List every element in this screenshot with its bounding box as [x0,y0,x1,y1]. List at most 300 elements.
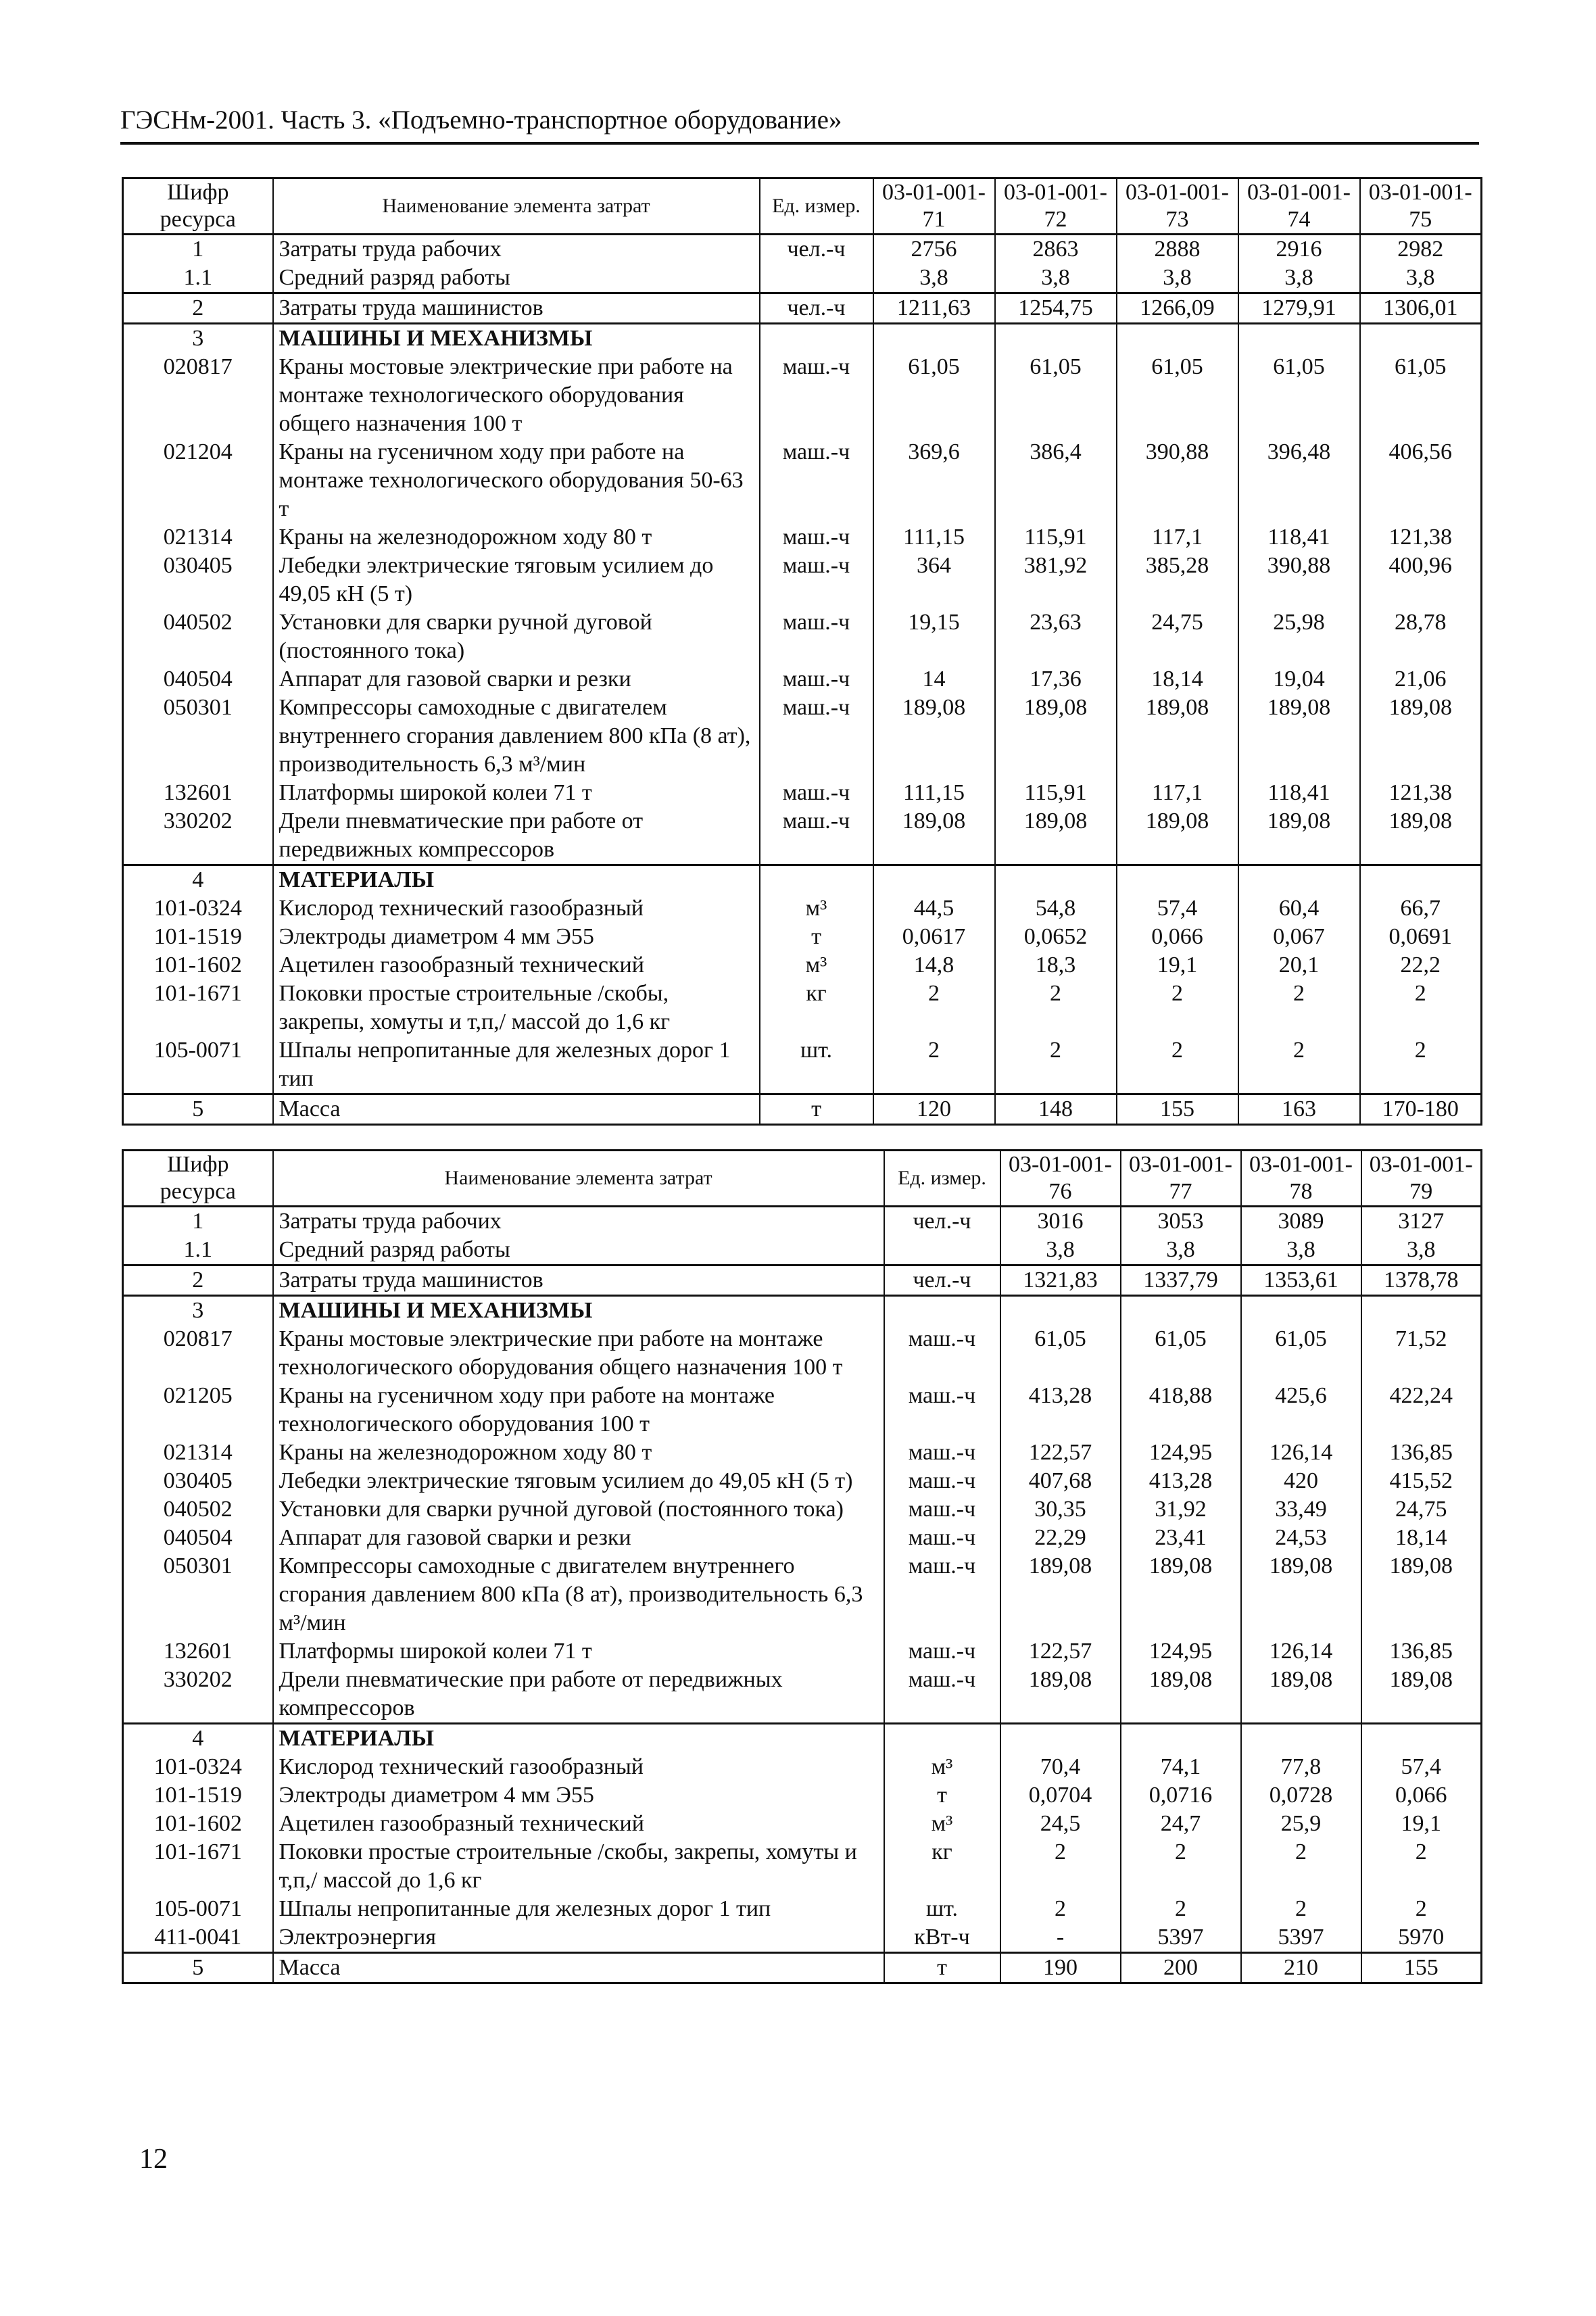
value-cell: 24,5 [1000,1810,1121,1838]
cost-element-name-cell: Шпалы непропитанные для железных дорог 1 тип [273,1036,760,1094]
value-cell: 0,0728 [1241,1781,1361,1810]
value-cell: 2 [1238,980,1360,1036]
resource-code-cell: 2 [123,293,273,324]
value-cell: 2 [1238,1036,1360,1094]
value-cell: 2 [1121,1838,1241,1895]
value-cell: 189,08 [1117,694,1238,779]
cost-element-name-cell: Затраты труда рабочих [273,235,760,264]
table-row [123,438,1482,523]
unit-cell: чел.-ч [884,1207,1000,1236]
cost-element-name-cell: Ацетилен газообразный технический [273,1810,884,1838]
unit-cell [884,1724,1000,1754]
cost-element-name-cell: Краны мостовые электрические при работе на монтаже технологического оборудования общего назначения 100 т [273,1325,884,1382]
value-cell: 44,5 [873,894,995,923]
table-row [123,1207,1482,1236]
table-row [123,608,1482,665]
value-cell: 2 [995,980,1117,1036]
resource-code-cell: 040504 [123,665,273,694]
table-row [123,1467,1482,1495]
value-cell: 0,067 [1238,923,1360,951]
value-cell: 74,1 [1121,1753,1241,1781]
value-cell: 18,3 [995,951,1117,980]
cost-element-name-cell: МАШИНЫ И МЕХАНИЗМЫ [273,1296,884,1326]
value-cell: 189,08 [995,807,1117,865]
resource-code-cell: 020817 [123,353,273,438]
value-cell: 2 [1117,980,1238,1036]
resource-code-cell: 4 [123,1724,273,1754]
section-row [123,1724,1482,1754]
value-cell: 31,92 [1121,1495,1241,1524]
value-cell: 386,4 [995,438,1117,523]
value-cell: 61,05 [1121,1325,1241,1382]
value-cell: 2 [1361,1838,1482,1895]
header-norm-code: 03-01-001-71 [873,178,995,235]
value-cell: 126,14 [1241,1439,1361,1467]
table-row [123,1637,1482,1666]
value-cell: 1211,63 [873,293,995,324]
table-header-row [123,1151,1482,1207]
value-cell: 190 [1000,1953,1121,1983]
unit-cell: маш.-ч [760,694,873,779]
unit-cell: маш.-ч [884,1524,1000,1552]
value-cell: 117,1 [1117,779,1238,807]
value-cell: 24,7 [1121,1810,1241,1838]
table-row [123,1439,1482,1467]
table-row [123,1552,1482,1637]
table-row [123,1265,1482,1296]
cost-element-name-cell: Краны на железнодорожном ходу 80 т [273,523,760,552]
table-row [123,1382,1482,1439]
header-name: Наименование элемента затрат [273,1151,884,1207]
resource-code-cell: 5 [123,1094,273,1125]
table-row [123,293,1482,324]
value-cell: 0,0716 [1121,1781,1241,1810]
value-cell: 2 [1241,1895,1361,1923]
value-cell: 155 [1361,1953,1482,1983]
cost-element-name-cell: Масса [273,1953,884,1983]
value-cell: 5970 [1361,1923,1482,1953]
value-cell: 0,066 [1117,923,1238,951]
unit-cell: маш.-ч [760,779,873,807]
value-cell: 3,8 [1361,1236,1482,1265]
value-cell: 3,8 [873,264,995,293]
value-cell: 3,8 [1241,1236,1361,1265]
resource-code-cell: 132601 [123,779,273,807]
unit-cell: т [760,1094,873,1125]
value-cell: 170-180 [1360,1094,1482,1125]
value-cell [1361,1296,1482,1326]
cost-element-name-cell: МАТЕРИАЛЫ [273,1724,884,1754]
value-cell: 3,8 [995,264,1117,293]
header-code: Шифр ресурса [123,1151,273,1207]
resource-code-cell: 030405 [123,1467,273,1495]
value-cell: 115,91 [995,779,1117,807]
value-cell: 22,2 [1360,951,1482,980]
cost-element-name-cell: Средний разряд работы [273,264,760,293]
unit-cell: кВт-ч [884,1923,1000,1953]
value-cell: 2 [1117,1036,1238,1094]
value-cell: 390,88 [1238,552,1360,608]
cost-element-name-cell: Лебедки электрические тяговым усилием до 49,05 кН (5 т) [273,1467,884,1495]
resource-code-cell: 101-1671 [123,1838,273,1895]
resource-code-cell: 021314 [123,523,273,552]
cost-element-name-cell: Средний разряд работы [273,1236,884,1265]
value-cell: 2888 [1117,235,1238,264]
value-cell: 189,08 [1361,1666,1482,1724]
value-cell: 2982 [1360,235,1482,264]
header-norm-code: 03-01-001-76 [1000,1151,1121,1207]
value-cell: 2756 [873,235,995,264]
resource-code-cell: 101-0324 [123,894,273,923]
value-cell: 3127 [1361,1207,1482,1236]
header-code: Шифр ресурса [123,178,273,235]
resource-code-cell: 050301 [123,694,273,779]
value-cell [995,865,1117,895]
table-row [123,353,1482,438]
cost-element-name-cell: Платформы широкой колеи 71 т [273,1637,884,1666]
value-cell: 400,96 [1360,552,1482,608]
cost-element-name-cell: Лебедки электрические тяговым усилием до 49,05 кН (5 т) [273,552,760,608]
value-cell: 136,85 [1361,1637,1482,1666]
value-cell: 413,28 [1121,1467,1241,1495]
header-norm-code: 03-01-001-73 [1117,178,1238,235]
unit-cell: маш.-ч [884,1467,1000,1495]
resource-code-cell: 101-1519 [123,1781,273,1810]
value-cell: 118,41 [1238,523,1360,552]
unit-cell: маш.-ч [760,608,873,665]
cost-element-name-cell: Установки для сварки ручной дуговой (постоянного тока) [273,1495,884,1524]
value-cell: 61,05 [873,353,995,438]
cost-element-name-cell: Электроэнергия [273,1923,884,1953]
unit-cell [760,264,873,293]
value-cell: 163 [1238,1094,1360,1125]
value-cell: 3,8 [1117,264,1238,293]
value-cell: 3016 [1000,1207,1121,1236]
value-cell: 120 [873,1094,995,1125]
value-cell: 54,8 [995,894,1117,923]
value-cell: 1378,78 [1361,1265,1482,1296]
value-cell: 418,88 [1121,1382,1241,1439]
cost-element-name-cell: Аппарат для газовой сварки и резки [273,665,760,694]
value-cell: 70,4 [1000,1753,1121,1781]
value-cell: 2916 [1238,235,1360,264]
resource-table-1 [122,177,1482,1126]
value-cell: 121,38 [1360,523,1482,552]
value-cell [1000,1296,1121,1326]
value-cell: 22,29 [1000,1524,1121,1552]
value-cell [1241,1724,1361,1754]
table-row [123,1753,1482,1781]
unit-cell: т [884,1953,1000,1983]
value-cell: 21,06 [1360,665,1482,694]
value-cell: 61,05 [1117,353,1238,438]
value-cell: - [1000,1923,1121,1953]
value-cell [1238,324,1360,354]
value-cell: 126,14 [1241,1637,1361,1666]
cost-element-name-cell: Кислород технический газообразный [273,1753,884,1781]
value-cell: 23,41 [1121,1524,1241,1552]
table-row [123,264,1482,293]
value-cell: 3089 [1241,1207,1361,1236]
unit-cell [884,1236,1000,1265]
table-row [123,1810,1482,1838]
unit-cell: кг [884,1838,1000,1895]
value-cell: 420 [1241,1467,1361,1495]
unit-cell: чел.-ч [884,1265,1000,1296]
value-cell: 115,91 [995,523,1117,552]
value-cell: 406,56 [1360,438,1482,523]
unit-cell: кг [760,980,873,1036]
table-body [123,1207,1482,1983]
cost-element-name-cell: Аппарат для газовой сварки и резки [273,1524,884,1552]
unit-cell [760,865,873,895]
value-cell [1360,324,1482,354]
unit-cell: т [760,923,873,951]
value-cell: 396,48 [1238,438,1360,523]
value-cell: 3,8 [1121,1236,1241,1265]
table-row [123,1666,1482,1724]
cost-element-name-cell: Платформы широкой колеи 71 т [273,779,760,807]
value-cell: 3,8 [1238,264,1360,293]
header-norm-code: 03-01-001-72 [995,178,1117,235]
value-cell: 19,1 [1117,951,1238,980]
resource-code-cell: 105-0071 [123,1036,273,1094]
cost-element-name-cell: Краны на гусеничном ходу при работе на монтаже технологического оборудования 100 т [273,1382,884,1439]
value-cell: 1266,09 [1117,293,1238,324]
value-cell: 2 [873,1036,995,1094]
resource-code-cell: 2 [123,1265,273,1296]
header-unit: Ед. измер. [884,1151,1000,1207]
value-cell: 415,52 [1361,1467,1482,1495]
value-cell: 57,4 [1361,1753,1482,1781]
value-cell: 24,75 [1117,608,1238,665]
unit-cell: шт. [760,1036,873,1094]
unit-cell: маш.-ч [760,807,873,865]
table-row [123,779,1482,807]
resource-code-cell: 1 [123,235,273,264]
resource-code-cell: 101-1519 [123,923,273,951]
table-row [123,923,1482,951]
value-cell: 2 [1361,1895,1482,1923]
resource-code-cell: 5 [123,1953,273,1983]
table-row [123,1495,1482,1524]
value-cell: 189,08 [873,807,995,865]
value-cell: 71,52 [1361,1325,1482,1382]
value-cell: 189,08 [1000,1666,1121,1724]
value-cell: 23,63 [995,608,1117,665]
value-cell [1361,1724,1482,1754]
resource-code-cell: 411-0041 [123,1923,273,1953]
value-cell: 0,066 [1361,1781,1482,1810]
cost-element-name-cell: Масса [273,1094,760,1125]
table-row [123,235,1482,264]
value-cell: 19,1 [1361,1810,1482,1838]
section-row [123,1296,1482,1326]
resource-code-cell: 1.1 [123,1236,273,1265]
value-cell: 60,4 [1238,894,1360,923]
value-cell: 422,24 [1361,1382,1482,1439]
value-cell: 19,04 [1238,665,1360,694]
table-row [123,694,1482,779]
value-cell [1000,1724,1121,1754]
unit-cell: м³ [760,894,873,923]
value-cell: 425,6 [1241,1382,1361,1439]
resource-code-cell: 040504 [123,1524,273,1552]
value-cell: 1337,79 [1121,1265,1241,1296]
value-cell: 24,53 [1241,1524,1361,1552]
cost-element-name-cell: Электроды диаметром 4 мм Э55 [273,1781,884,1810]
value-cell: 0,0704 [1000,1781,1121,1810]
value-cell [873,865,995,895]
table-row [123,980,1482,1036]
resource-table-2 [122,1149,1482,1984]
cost-element-name-cell: Затраты труда машинистов [273,1265,884,1296]
cost-element-name-cell: Кислород технический газообразный [273,894,760,923]
value-cell: 189,08 [1360,694,1482,779]
header-name: Наименование элемента затрат [273,178,760,235]
value-cell: 0,0691 [1360,923,1482,951]
value-cell: 2 [1360,980,1482,1036]
value-cell: 369,6 [873,438,995,523]
value-cell: 124,95 [1121,1637,1241,1666]
value-cell: 407,68 [1000,1467,1121,1495]
value-cell: 2 [873,980,995,1036]
table-row [123,1923,1482,1953]
value-cell [995,324,1117,354]
header-norm-code: 03-01-001-75 [1360,178,1482,235]
cost-element-name-cell: Ацетилен газообразный технический [273,951,760,980]
unit-cell: м³ [884,1753,1000,1781]
cost-element-name-cell: Краны на железнодорожном ходу 80 т [273,1439,884,1467]
value-cell: 1254,75 [995,293,1117,324]
table-row [123,1325,1482,1382]
value-cell: 189,08 [1361,1552,1482,1637]
value-cell: 189,08 [1241,1552,1361,1637]
resource-code-cell: 021314 [123,1439,273,1467]
table-row [123,1781,1482,1810]
table-row [123,1838,1482,1895]
value-cell: 57,4 [1117,894,1238,923]
unit-cell [884,1296,1000,1326]
cost-element-name-cell: Поковки простые строительные /скобы, закрепы, хомуты и т,п,/ массой до 1,6 кг [273,980,760,1036]
header-norm-code: 03-01-001-77 [1121,1151,1241,1207]
unit-cell: т [884,1781,1000,1810]
value-cell: 390,88 [1117,438,1238,523]
value-cell: 61,05 [995,353,1117,438]
unit-cell: маш.-ч [884,1666,1000,1724]
value-cell: 189,08 [873,694,995,779]
value-cell [1117,865,1238,895]
table-row [123,552,1482,608]
resource-code-cell: 3 [123,1296,273,1326]
value-cell: 25,9 [1241,1810,1361,1838]
value-cell: 136,85 [1361,1439,1482,1467]
table-row [123,1094,1482,1125]
value-cell: 2 [995,1036,1117,1094]
value-cell: 189,08 [1000,1552,1121,1637]
table-row [123,665,1482,694]
resource-code-cell: 021205 [123,1382,273,1439]
value-cell: 25,98 [1238,608,1360,665]
value-cell: 111,15 [873,779,995,807]
unit-cell: чел.-ч [760,293,873,324]
unit-cell [760,324,873,354]
value-cell: 122,57 [1000,1637,1121,1666]
value-cell: 189,08 [995,694,1117,779]
cost-element-name-cell: Затраты труда машинистов [273,293,760,324]
value-cell: 1321,83 [1000,1265,1121,1296]
unit-cell: маш.-ч [760,665,873,694]
resource-code-cell: 330202 [123,807,273,865]
table-row [123,1953,1482,1983]
section-row [123,865,1482,895]
table-row [123,807,1482,865]
value-cell [1121,1296,1241,1326]
unit-cell: чел.-ч [760,235,873,264]
table-header-row [123,178,1482,235]
value-cell: 385,28 [1117,552,1238,608]
resource-code-cell: 050301 [123,1552,273,1637]
value-cell: 189,08 [1117,807,1238,865]
value-cell: 155 [1117,1094,1238,1125]
value-cell: 30,35 [1000,1495,1121,1524]
value-cell: 189,08 [1241,1666,1361,1724]
value-cell: 3053 [1121,1207,1241,1236]
cost-element-name-cell: Затраты труда рабочих [273,1207,884,1236]
cost-element-name-cell: Установки для сварки ручной дуговой (постоянного тока) [273,608,760,665]
value-cell [873,324,995,354]
value-cell: 2 [1121,1895,1241,1923]
value-cell: 14,8 [873,951,995,980]
page-number: 12 [139,2144,168,2175]
resource-code-cell: 105-0071 [123,1895,273,1923]
cost-element-name-cell: Дрели пневматические при работе от передвижных компрессоров [273,1666,884,1724]
cost-element-name-cell: Электроды диаметром 4 мм Э55 [273,923,760,951]
table-row [123,1895,1482,1923]
table-row [123,1036,1482,1094]
resource-code-cell: 132601 [123,1637,273,1666]
table-body [123,235,1482,1125]
cost-element-name-cell: Компрессоры самоходные с двигателем внутреннего сгорания давлением 800 кПа (8 ат), производительность 6,3 м³/мин [273,1552,884,1637]
value-cell: 189,08 [1238,807,1360,865]
unit-cell: маш.-ч [884,1495,1000,1524]
cost-element-name-cell: МАШИНЫ И МЕХАНИЗМЫ [273,324,760,354]
resource-code-cell: 020817 [123,1325,273,1382]
value-cell: 3,8 [1000,1236,1121,1265]
cost-element-name-cell: Поковки простые строительные /скобы, закрепы, хомуты и т,п,/ массой до 1,6 кг [273,1838,884,1895]
table-row [123,951,1482,980]
value-cell: 66,7 [1360,894,1482,923]
value-cell: 33,49 [1241,1495,1361,1524]
value-cell [1238,865,1360,895]
cost-element-name-cell: Дрели пневматические при работе от передвижных компрессоров [273,807,760,865]
value-cell: 189,08 [1121,1552,1241,1637]
value-cell: 200 [1121,1953,1241,1983]
value-cell: 210 [1241,1953,1361,1983]
value-cell: 1353,61 [1241,1265,1361,1296]
cost-element-name-cell: Краны на гусеничном ходу при работе на монтаже технологического оборудования 50-63 т [273,438,760,523]
table-row [123,1236,1482,1265]
value-cell: 17,36 [995,665,1117,694]
resource-code-cell: 030405 [123,552,273,608]
value-cell: 5397 [1121,1923,1241,1953]
unit-cell: маш.-ч [760,523,873,552]
unit-cell: м³ [884,1810,1000,1838]
resource-code-cell: 101-1602 [123,1810,273,1838]
value-cell [1117,324,1238,354]
unit-cell: маш.-ч [884,1439,1000,1467]
unit-cell: маш.-ч [760,353,873,438]
